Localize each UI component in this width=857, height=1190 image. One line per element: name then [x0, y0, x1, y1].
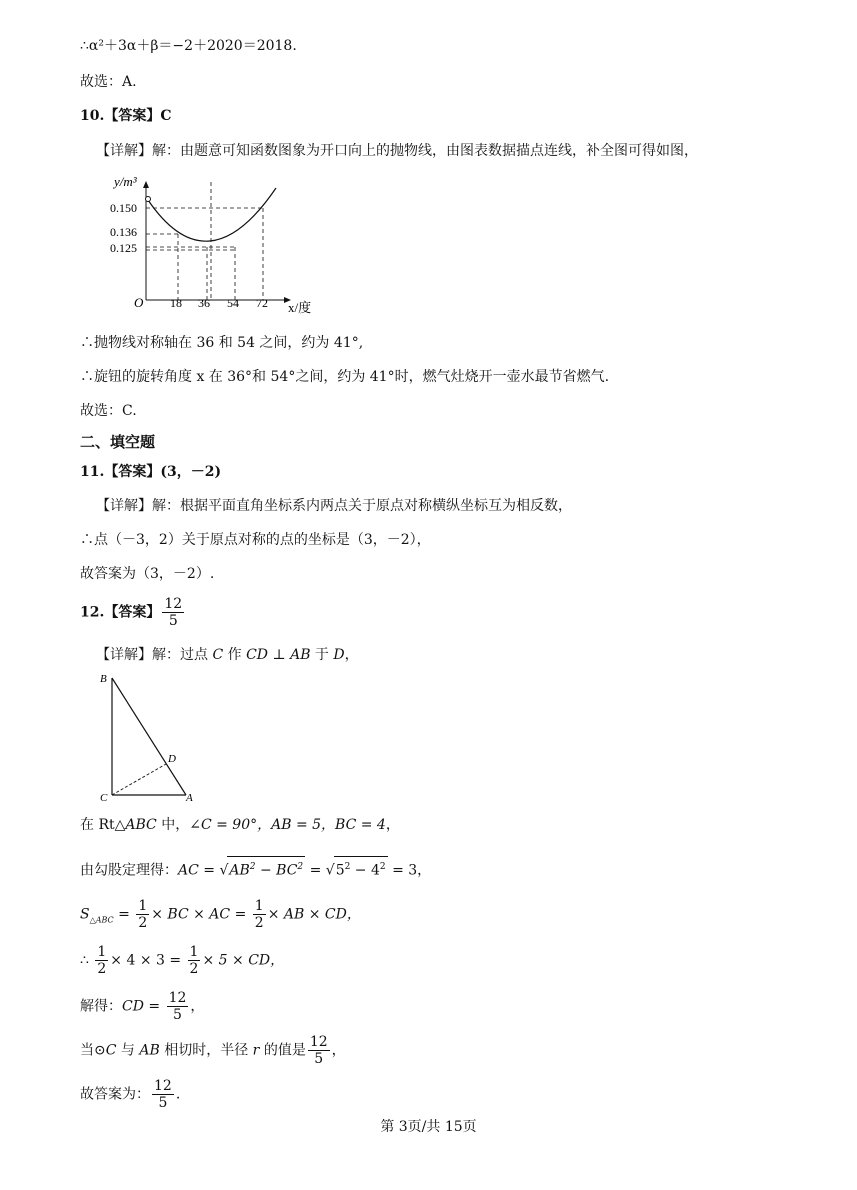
q10-answer: 10.【答案】C [80, 108, 172, 124]
segment-cd [112, 764, 166, 795]
q10-conclusion-2: ∴旋钮的旋转角度 x 在 36°和 54°之间，约为 41°时，燃气灶烧开一壶水最节省燃气. [80, 369, 610, 385]
q10-conclusion-3: 故选：C. [80, 403, 137, 419]
q11-conclusion-1: ∴点（－3，2）关于原点对称的点的坐标是（3，－2）， [80, 532, 431, 548]
q11-conclusion-2: 故答案为（3，－2）. [80, 566, 215, 582]
section-heading: 二、填空题 [80, 433, 156, 451]
y-tick-0150: 0.150 [110, 201, 137, 215]
x-tick-18: 18 [170, 296, 182, 310]
side-ab [112, 678, 186, 795]
q12-detail: 【详解】解：过点 C 作 CD ⊥ AB 于 D， [96, 647, 359, 663]
triangle-figure [98, 668, 208, 808]
q12-therefore: ∴ $\frac{1}{2}$ × 4 × 3 = $\frac{1}{2}$ × 5 × CD， [80, 944, 285, 977]
q12-answer-fraction: $\frac{12}{5}$ [164, 596, 183, 629]
q12-final: 故答案为： $\frac{12}{5}$ . [80, 1078, 181, 1111]
y-tick-0125: 0.125 [110, 241, 137, 255]
q12-pythagoras: 由勾股定理得：AC = $√AB^2 - BC^2 = √5^2 - 4^2 = 3$， [80, 856, 431, 881]
x-tick-54: 54 [227, 296, 239, 310]
line-choose-a: 故选：A. [80, 74, 137, 90]
label-c: C [100, 792, 108, 804]
open-point [146, 197, 151, 202]
q10-conclusion-1: ∴抛物线对称轴在 36 和 54 之间，约为 41°, [80, 335, 364, 351]
origin-label: O [134, 295, 144, 310]
label-a: A [186, 792, 193, 804]
parabola-curve [148, 188, 276, 241]
label-d: D [168, 753, 176, 765]
q11-detail: 【详解】解：根据平面直角坐标系内两点关于原点对称横纵坐标互为相反数， [96, 498, 572, 514]
q12-answer: 12.【答案】 [80, 604, 161, 621]
q12-rt-line: 在 Rt△ABC 中，∠C = 90°，AB = 5，BC = 4， [80, 817, 400, 833]
q12-solve: 解得：CD = $\frac{12}{5}$ ， [80, 990, 205, 1023]
q12-tangent: 当⊙C 与 AB 相切时，半径 r 的值是 $\frac{12}{5}$ ， [80, 1034, 346, 1067]
x-tick-72: 72 [256, 296, 268, 310]
y-tick-0136: 0.136 [110, 225, 137, 239]
page-footer: 第 3页/共 15页 [380, 1119, 477, 1135]
x-axis-label: x/度 [288, 300, 312, 315]
q12-area: $S_{\triangle ABC}$ = $\frac{1}{2}$ × BC × AC = $\frac{1}{2}$ × AB × CD， [80, 898, 361, 931]
line-alpha-sum: ∴α²＋3α＋β＝−2＋2020＝2018. [80, 38, 297, 54]
y-axis-label: y/m³ [114, 174, 137, 189]
q12-answer-line [80, 596, 186, 629]
q11-answer: 11.【答案】(3，－2) [80, 464, 222, 480]
x-tick-36: 36 [198, 296, 210, 310]
q10-detail: 【详解】解：由题意可知函数图象为开口向上的抛物线，由图表数据描点连线，补全图可得如图， [96, 143, 698, 159]
label-b: B [100, 673, 107, 685]
parabola-graph [108, 170, 328, 320]
